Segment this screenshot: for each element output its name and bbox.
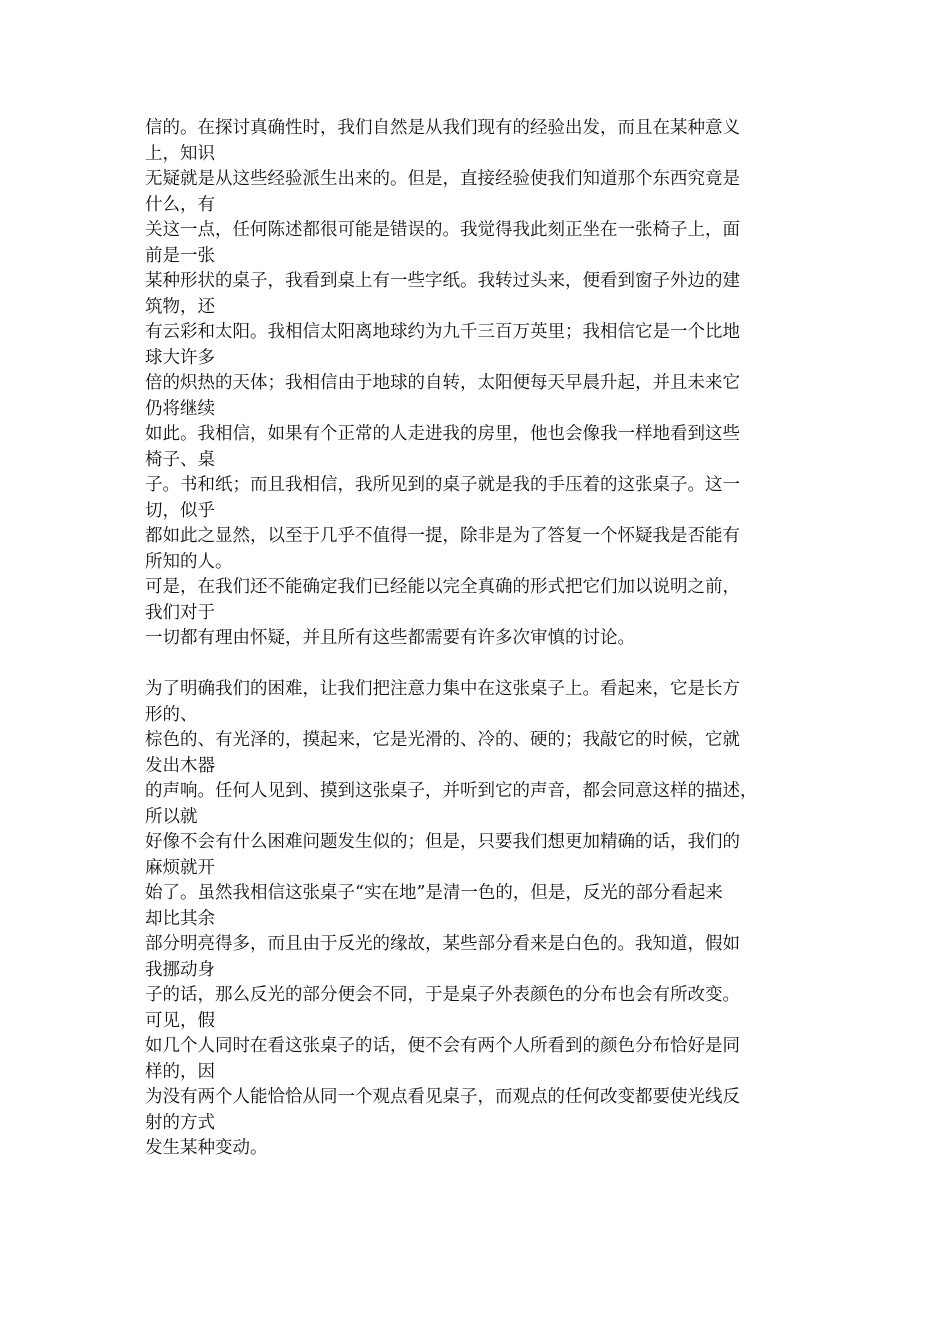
text-line: 却比其余 xyxy=(145,908,215,929)
text-line: 好像不会有什么困难问题发生似的；但是，只要我们想更加精确的话，我们的 xyxy=(145,832,740,852)
text-line: 都如此之显然，以至于几乎不值得一提，除非是为了答复一个怀疑我是否能有 xyxy=(145,526,740,546)
text-line: 发生某种变动。 xyxy=(145,1138,268,1158)
text-line: 一切都有理由怀疑，并且所有这些都需要有许多次审慎的讨论。 xyxy=(145,628,635,648)
text-line: 的声响。任何人见到、摸到这张桌子，并听到它的声音，都会同意这样的描述， xyxy=(145,781,758,801)
text-line: 筑物，还 xyxy=(145,296,215,317)
text-line: 椅子、桌 xyxy=(145,449,215,470)
text-line: 仍将继续 xyxy=(145,398,215,419)
text-line: 所知的人。 xyxy=(145,551,233,572)
document-body xyxy=(145,116,810,1162)
text-line: 倍的炽热的天体；我相信由于地球的自转，太阳便每天早晨升起，并且未来它 xyxy=(145,373,740,393)
paragraph-2 xyxy=(145,677,810,1162)
text-line: 发出木器 xyxy=(145,755,215,776)
text-line: 信的。在探讨真确性时，我们自然是从我们现有的经验出发，而且在某种意义 xyxy=(145,118,740,138)
text-line: 什么，有 xyxy=(145,194,215,215)
text-line: 始了。虽然我相信这张桌子“实在地”是清一色的，但是，反光的部分看起来 xyxy=(145,883,723,903)
text-line: 棕色的、有光泽的，摸起来，它是光滑的、冷的、硬的；我敲它的时候，它就 xyxy=(145,730,740,750)
text-line: 如几个人同时在看这张桌子的话，便不会有两个人所看到的颜色分布恰好是同 xyxy=(145,1036,740,1056)
text-line: 关这一点，任何陈述都很可能是错误的。我觉得我此刻正坐在一张椅子上，面 xyxy=(145,220,740,240)
text-line: 球大许多 xyxy=(145,347,215,368)
text-line: 有云彩和太阳。我相信太阳离地球约为九千三百万英里；我相信它是一个比地 xyxy=(145,322,740,342)
text-line: 为了明确我们的困难，让我们把注意力集中在这张桌子上。看起来，它是长方 xyxy=(145,679,740,699)
text-line: 子的话，那么反光的部分便会不同，于是桌子外表颜色的分布也会有所改变。 xyxy=(145,985,740,1005)
text-line: 我挪动身 xyxy=(145,959,215,980)
text-line: 如此。我相信，如果有个正常的人走进我的房里，他也会像我一样地看到这些 xyxy=(145,424,740,444)
text-line: 前是一张 xyxy=(145,245,215,266)
text-line: 子。书和纸；而且我相信，我所见到的桌子就是我的手压着的这张桌子。这一 xyxy=(145,475,740,495)
text-line: 形的、 xyxy=(145,704,198,725)
text-line: 为没有两个人能恰恰从同一个观点看见桌子，而观点的任何改变都要使光线反 xyxy=(145,1087,740,1107)
text-line: 麻烦就开 xyxy=(145,857,215,878)
text-line: 我们对于 xyxy=(145,602,215,623)
text-line: 切，似乎 xyxy=(145,500,215,521)
text-line: 上，知识 xyxy=(145,143,215,164)
text-line: 部分明亮得多，而且由于反光的缘故，某些部分看来是白色的。我知道，假如 xyxy=(145,934,740,954)
text-line: 可是，在我们还不能确定我们已经能以完全真确的形式把它们加以说明之前， xyxy=(145,577,740,597)
paragraph-gap xyxy=(145,652,810,678)
text-line: 射的方式 xyxy=(145,1112,215,1133)
text-line: 样的，因 xyxy=(145,1061,215,1082)
text-line: 可见，假 xyxy=(145,1010,215,1031)
text-line: 某种形状的桌子，我看到桌上有一些字纸。我转过头来，便看到窗子外边的建 xyxy=(145,271,740,291)
text-line: 所以就 xyxy=(145,806,198,827)
text-line: 无疑就是从这些经验派生出来的。但是，直接经验使我们知道那个东西究竟是 xyxy=(145,169,740,189)
paragraph-1 xyxy=(145,116,810,652)
